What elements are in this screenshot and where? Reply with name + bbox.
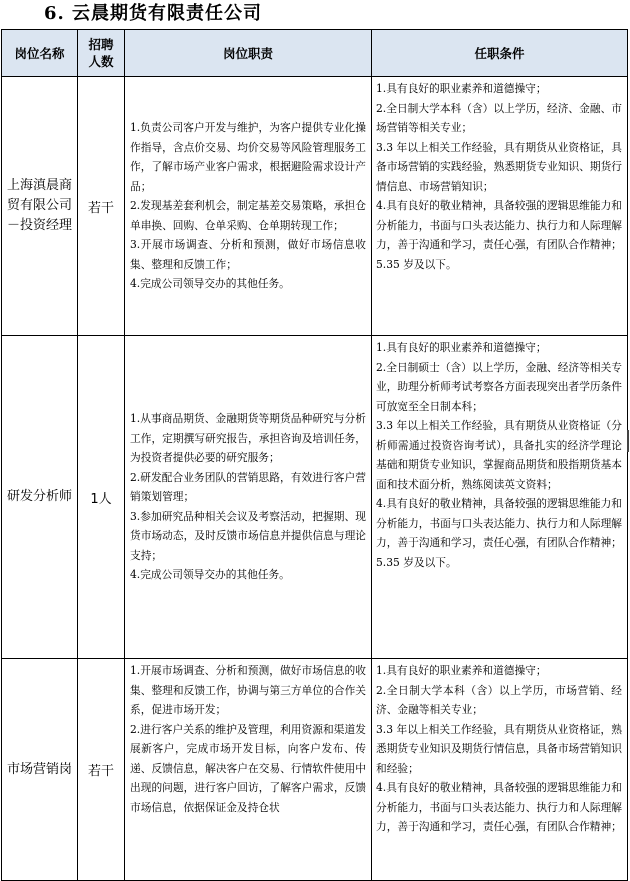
requirement-item: 3.3 年以上相关工作经验，具有期货从业资格证，具备市场营销的实践经验，熟悉期货专业知识、期货行情信息、市场营销知识； <box>376 140 622 193</box>
requirement-item: 1.具有良好的职业素养和道德操守； <box>376 341 547 354</box>
position-count: 若干 <box>78 77 125 336</box>
requirement-item: 5.35 岁及以下。 <box>376 555 457 569</box>
table-header-row <box>2 30 628 77</box>
section-title: 6. 云晨期货有限责任公司 <box>44 3 263 24</box>
header-position: 岗位名称 <box>2 30 78 77</box>
job-table <box>1 29 628 881</box>
table-row <box>2 336 628 659</box>
requirement-item: 1.具有良好的职业素养和道德操守； <box>376 82 547 95</box>
requirement-item: 1.具有良好的职业素养和道德操守； <box>376 664 547 677</box>
requirement-item: 2.全日制硕士（含）以上学历，金融、经济等相关专业，助理分析师考试考察各方面表现突出者学历条件可放宽至全日制本科； <box>376 360 622 413</box>
duty-item: 1.从事商品期货、金融期货等期货品种研究与分析工作，定期撰写研究报告，承担咨询及培训任务，为投资者提供必要的研究服务； <box>130 412 366 465</box>
requirement-item: 2.全日制大学本科（含）以上学历，经济、金融、市场营销等相关专业； <box>376 101 622 134</box>
duties-cell <box>125 659 372 881</box>
duties-cell <box>125 77 372 336</box>
requirement-item: 3.3 年以上相关工作经验，具有期货从业资格证（分析师需通过投资咨询考试），具备扎实的经济学理论基础和期货专业知识，掌握商品期货和股指期货基本面和技术面分析，熟练阅读英文资料； <box>376 419 622 491</box>
header-duties: 岗位职责 <box>125 30 372 77</box>
position-count: 1人 <box>78 336 125 659</box>
header-requirements: 任职条件 <box>372 30 628 77</box>
duty-item: 1.负责公司客户开发与维护，为客户提供专业化操作指导，含点价交易、均价交易等风险管理服务工作，了解市场产业客户需求，根据避险需求设计产品； <box>130 121 366 193</box>
requirement-item: 3.3 年以上相关工作经验，具有期货从业资格证，熟悉期货专业知识及期货行情信息，具备市场营销知识和经验； <box>376 722 622 775</box>
requirement-item: 4.具有良好的敬业精神，具备较强的逻辑思维能力和分析能力，书面与口头表达能力、执行力和人际理解力，善于沟通和学习，责任心强，有团队合作精神； <box>376 781 622 833</box>
requirement-item: 2.全日制大学本科（含）以上学历，市场营销、经济、金融等相关专业； <box>376 683 622 716</box>
duty-item: 2.进行客户关系的维护及管理，利用资源和渠道发展新客户，完成市场开发目标，向客户发布、传递、反馈信息，解决客户在交易、行情软件使用中出现的问题，进行客户回访，了解客户需求，反馈市场信息，依据保证金及持仓状 <box>130 722 366 814</box>
requirements-cell <box>372 659 628 881</box>
duty-item: 3.参加研究品种相关会议及考察活动，把握期、现货市场动态，及时反馈市场信息并提供信息与理论支持； <box>130 509 366 562</box>
duty-item: 2.发现基差套利机会，制定基差交易策略，承担仓单串换、回购、仓单采购、仓单期转现工作； <box>130 199 366 232</box>
page-edge-marker <box>627 430 629 452</box>
requirement-item: 5.35 岁及以下。 <box>376 257 457 271</box>
table-row <box>2 659 628 881</box>
duty-item: 1.开展市场调查、分析和预测，做好市场信息的收集、整理和反馈工作，协调与第三方单位的合作关系，促进市场开发； <box>130 664 366 716</box>
position-name: 市场营销岗 <box>2 659 78 881</box>
duty-item: 4.完成公司领导交办的其他任务。 <box>130 568 290 582</box>
position-count: 若干 <box>78 659 125 881</box>
duty-item: 3.开展市场调查、分析和预测，做好市场信息收集、整理和反馈工作； <box>130 238 366 271</box>
requirement-item: 4.具有良好的敬业精神，具备较强的逻辑思维能力和分析能力，书面与口头表达能力、执行力和人际理解力，善于沟通和学习，责任心强，有团队合作精神； <box>376 497 622 549</box>
requirement-item: 4.具有良好的敬业精神，具备较强的逻辑思维能力和分析能力，书面与口头表达能力、执行力和人际理解力，善于沟通和学习，责任心强，有团队合作精神； <box>376 199 622 251</box>
duty-item: 4.完成公司领导交办的其他任务。 <box>130 277 290 291</box>
requirements-cell <box>372 77 628 336</box>
duties-cell <box>125 336 372 659</box>
requirements-cell <box>372 336 628 659</box>
position-name: 上海滇晨商贸有限公司－投资经理 <box>2 77 78 336</box>
table-row <box>2 77 628 336</box>
position-name: 研发分析师 <box>2 336 78 659</box>
duty-item: 2.研发配合业务团队的营销思路，有效进行客户营销策划管理； <box>130 470 366 504</box>
header-count: 招聘人数 <box>78 30 125 77</box>
